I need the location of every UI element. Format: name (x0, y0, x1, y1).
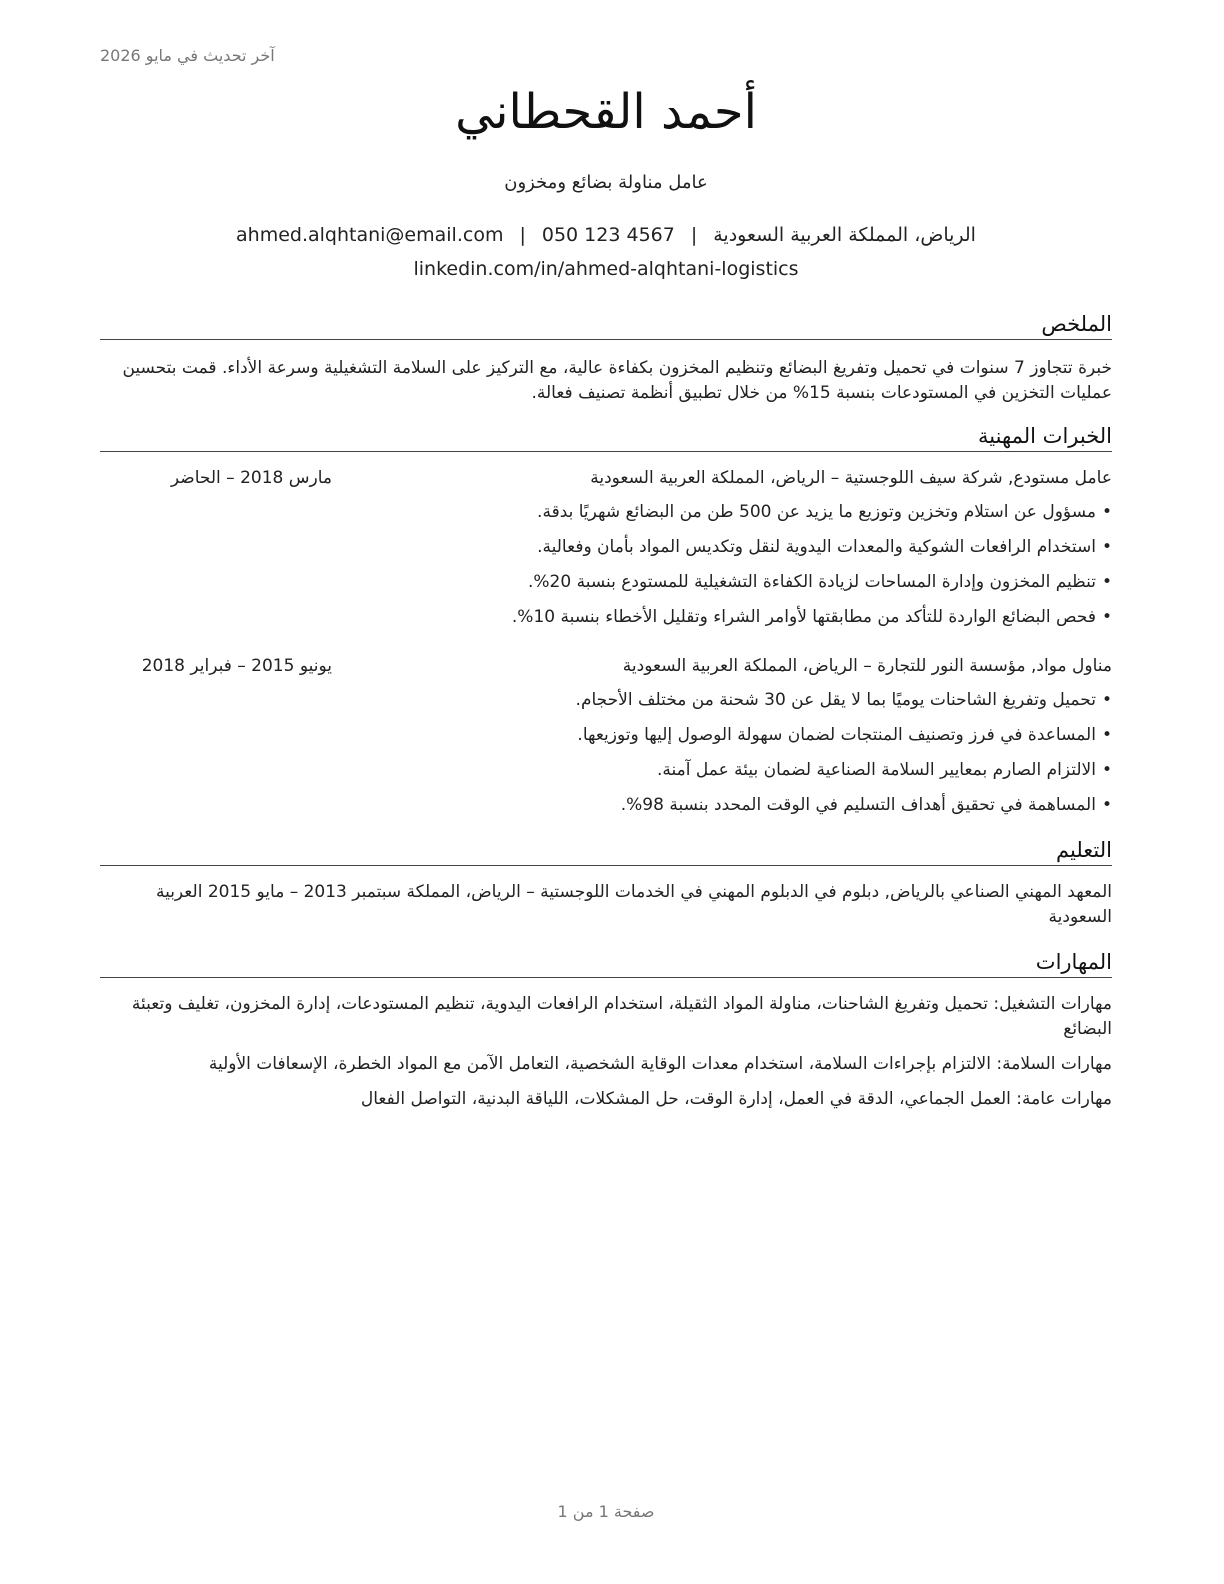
list-item: •استخدام الرافعات الشوكية والمعدات اليدوية لنقل وتكديس المواد بأمان وفعالية. (537, 537, 1112, 557)
phone-text: 050 123 4567 (541, 224, 675, 246)
list-item: •مسؤول عن استلام وتخزين وتوزيع ما يزيد عن 500 طن من البضائع شهريًا بدقة. (537, 502, 1112, 522)
education-heading: التعليم (100, 838, 1112, 866)
summary-heading: الملخص (100, 312, 1112, 340)
candidate-title: عامل مناولة بضائع ومخزون (504, 172, 708, 193)
location-text: الرياض، المملكة العربية السعودية (713, 224, 976, 246)
skill-line: مهارات التشغيل: تحميل وتفريغ الشاحنات، مناولة المواد الثقيلة، استخدام الرافعات اليدوية، تنظيم المستودعات، إدارة المخزون، تغليف وتعبئة البضائع (131, 994, 1112, 1039)
list-item: •الالتزام الصارم بمعايير السلامة الصناعية لضمان بيئة عمل آمنة. (657, 760, 1112, 780)
list-item: •فحص البضائع الواردة للتأكد من مطابقتها لأوامر الشراء وتقليل الأخطاء بنسبة 10%. (511, 607, 1112, 627)
skills-heading: المهارات (100, 950, 1112, 978)
job-header (100, 656, 1112, 682)
job-bullets (100, 688, 1112, 828)
email-link[interactable]: ahmed.alqhtani@email.com (236, 224, 504, 246)
job-bullets (100, 500, 1112, 640)
job-dates: مارس 2018 – الحاضر (170, 468, 332, 488)
experience-heading: الخبرات المهنية (100, 424, 1112, 452)
job-dates: يونيو 2015 – فبراير 2018 (141, 656, 332, 676)
list-item: •المساهمة في تحقيق أهداف التسليم في الوقت المحدد بنسبة 98%. (620, 795, 1112, 815)
separator: | (519, 224, 526, 246)
resume-page (100, 0, 1112, 1584)
contact-line (100, 224, 1112, 246)
skill-line: مهارات عامة: العمل الجماعي، الدقة في العمل، إدارة الوقت، حل المشكلات، اللياقة البدنية، التواصل الفعال (360, 1089, 1112, 1109)
job-header (100, 468, 1112, 494)
page-number: صفحة 1 من 1 (557, 1502, 655, 1521)
list-item: •تحميل وتفريغ الشاحنات يوميًا بما لا يقل عن 30 شحنة من مختلف الأحجام. (575, 690, 1112, 710)
job-role: مناول مواد, مؤسسة النور للتجارة – الرياض، المملكة العربية السعودية (622, 656, 1112, 676)
list-item: •تنظيم المخزون وإدارة المساحات لزيادة الكفاءة التشغيلية للمستودع بنسبة 20%. (527, 572, 1112, 592)
separator: | (690, 224, 698, 246)
education-text: المعهد المهني الصناعي بالرياض, دبلوم في الدبلوم المهني في الخدمات اللوجستية – الرياض، المملكة سبتمبر 2013 – مايو 2015 العربية السعودية (155, 882, 1112, 927)
summary-text: خبرة تتجاوز 7 سنوات في تحميل وتفريغ البضائع وتنظيم المخزون بكفاءة عالية، مع التركيز على السلامة التشغيلية وسرعة الأداء. قمت بتحسين عمليات التخزين في المستودعات بنسبة 15% من خلال تطبيق أنظمة تصنيف فعالة. (122, 358, 1112, 403)
candidate-name: أحمد القحطاني (455, 84, 757, 140)
job-role: عامل مستودع, شركة سيف اللوجستية – الرياض، المملكة العربية السعودية (590, 468, 1112, 488)
skill-line: مهارات السلامة: الالتزام بإجراءات السلامة، استخدام معدات الوقاية الشخصية، التعامل الآمن مع المواد الخطرة، الإسعافات الأولية (208, 1054, 1112, 1074)
list-item: •المساعدة في فرز وتصنيف المنتجات لضمان سهولة الوصول إليها وتوزيعها. (577, 725, 1112, 745)
last-updated-note: آخر تحديث في مايو 2026 (100, 46, 275, 65)
linkedin-link[interactable]: linkedin.com/in/ahmed-alqhtani-logistics (413, 258, 799, 280)
